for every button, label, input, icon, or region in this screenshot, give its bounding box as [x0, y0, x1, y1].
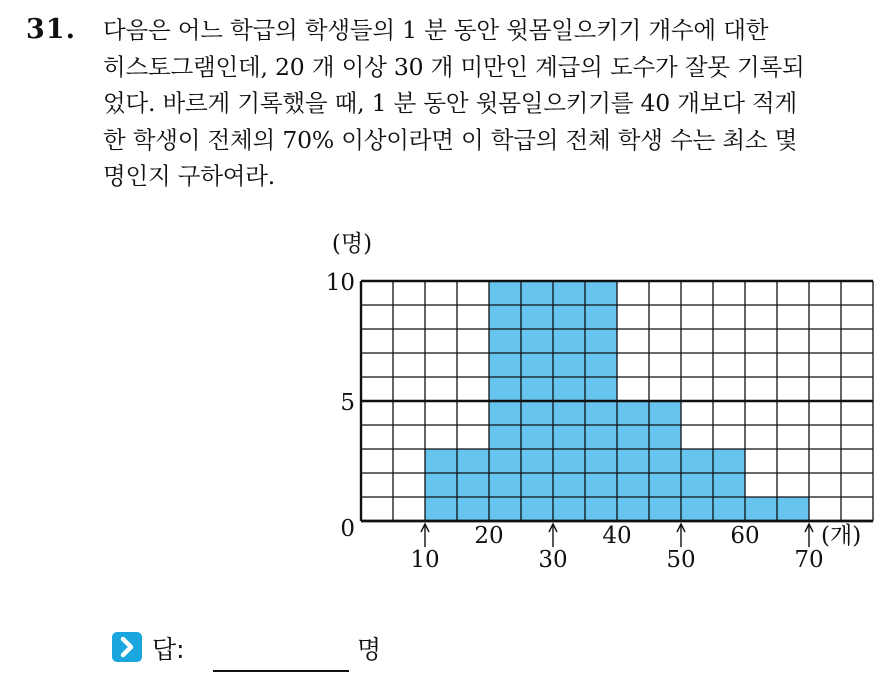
x-tick-label: 70 [794, 547, 824, 573]
question-line: 한 학생이 전체의 70% 이상이라면 이 학급의 전체 학생 수는 최소 몇 [103, 125, 798, 154]
answer-blank[interactable] [213, 670, 349, 672]
question-number: 31. [26, 14, 76, 45]
y-axis-label: (명) [331, 231, 373, 257]
question-line: 명인지 구하여라. [103, 162, 276, 190]
x-tick-label: 40 [602, 523, 632, 549]
x-axis-label: (개) [821, 523, 862, 549]
x-tick-label: 20 [474, 523, 504, 549]
y-tick-label: 10 [325, 270, 355, 296]
x-tick-label: 30 [538, 547, 568, 573]
x-tick-label: 10 [410, 547, 440, 573]
histogram-chart [300, 226, 862, 586]
question-line: 히스토그램인데, 20 개 이상 30 개 미만인 계급의 도수가 잘못 기록되 [103, 52, 805, 81]
x-tick-label: 50 [666, 547, 696, 573]
question-text [103, 12, 863, 195]
histogram-figure [300, 226, 862, 586]
answer-label: 답: [152, 635, 185, 664]
chevron-right-icon [112, 632, 142, 662]
y-tick-label: 0 [340, 516, 355, 542]
y-tick-label: 5 [340, 390, 355, 416]
question-line: 다음은 어느 학급의 학생들의 1 분 동안 윗몸일으키기 개수에 대한 [103, 16, 769, 44]
answer-unit: 명 [357, 635, 382, 664]
x-tick-label: 60 [730, 523, 760, 549]
question-line: 었다. 바르게 기록했을 때, 1 분 동안 윗몸일으키기를 40 개보다 적게 [103, 89, 798, 117]
